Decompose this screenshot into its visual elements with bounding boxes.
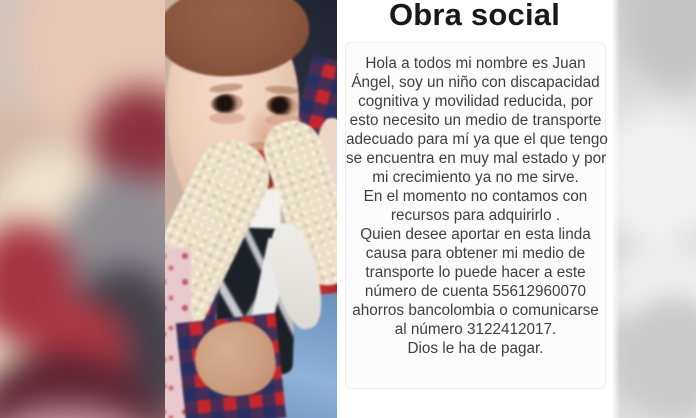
message-body	[346, 54, 608, 358]
message-line: ahorros bancolombia o comunicarse	[352, 302, 599, 319]
text-panel	[337, 0, 612, 418]
message-line: causa para obtener mi medio de	[365, 245, 586, 262]
blur-blob	[612, 111, 696, 243]
message-line: al número 3122412017.	[394, 321, 557, 338]
panel-edge-fade	[612, 0, 620, 418]
message-line: cognitiva y movilidad reducida, por	[358, 93, 593, 110]
message-line: se encuentra en muy mal estado y por	[346, 150, 607, 167]
message-line: esto necesito un medio de transporte	[349, 112, 602, 129]
message-line: transporte lo puede hacer a este	[365, 264, 586, 281]
background-blur-left	[0, 0, 165, 418]
background-blur-right	[612, 0, 696, 418]
under-eye-shadow	[209, 112, 245, 124]
child-photo	[165, 0, 337, 418]
message-line: recursos para adquirirlo .	[390, 207, 561, 224]
message-line: Ángel, soy un niño con discapacidad	[351, 74, 600, 91]
child-photo-art	[165, 0, 337, 418]
background-blur-left-blobs	[0, 0, 165, 418]
message-line: Hola a todos mi nombre es Juan	[365, 55, 586, 72]
message-line: En el momento no contamos con	[363, 188, 588, 205]
message-line: Dios le ha de pagar.	[407, 340, 544, 357]
message-line: Quien desee aportar en esta linda	[360, 226, 591, 243]
background-blur-right-blobs	[612, 0, 696, 418]
flyer-title: Obra social	[388, 0, 561, 32]
message-line: número de cuenta 55612960070	[364, 283, 587, 300]
message-line: adecuado para mí ya que el que tengo	[346, 131, 608, 148]
message-line: mi crecimiento ya no me sirve.	[372, 169, 579, 186]
message-card	[345, 42, 606, 389]
